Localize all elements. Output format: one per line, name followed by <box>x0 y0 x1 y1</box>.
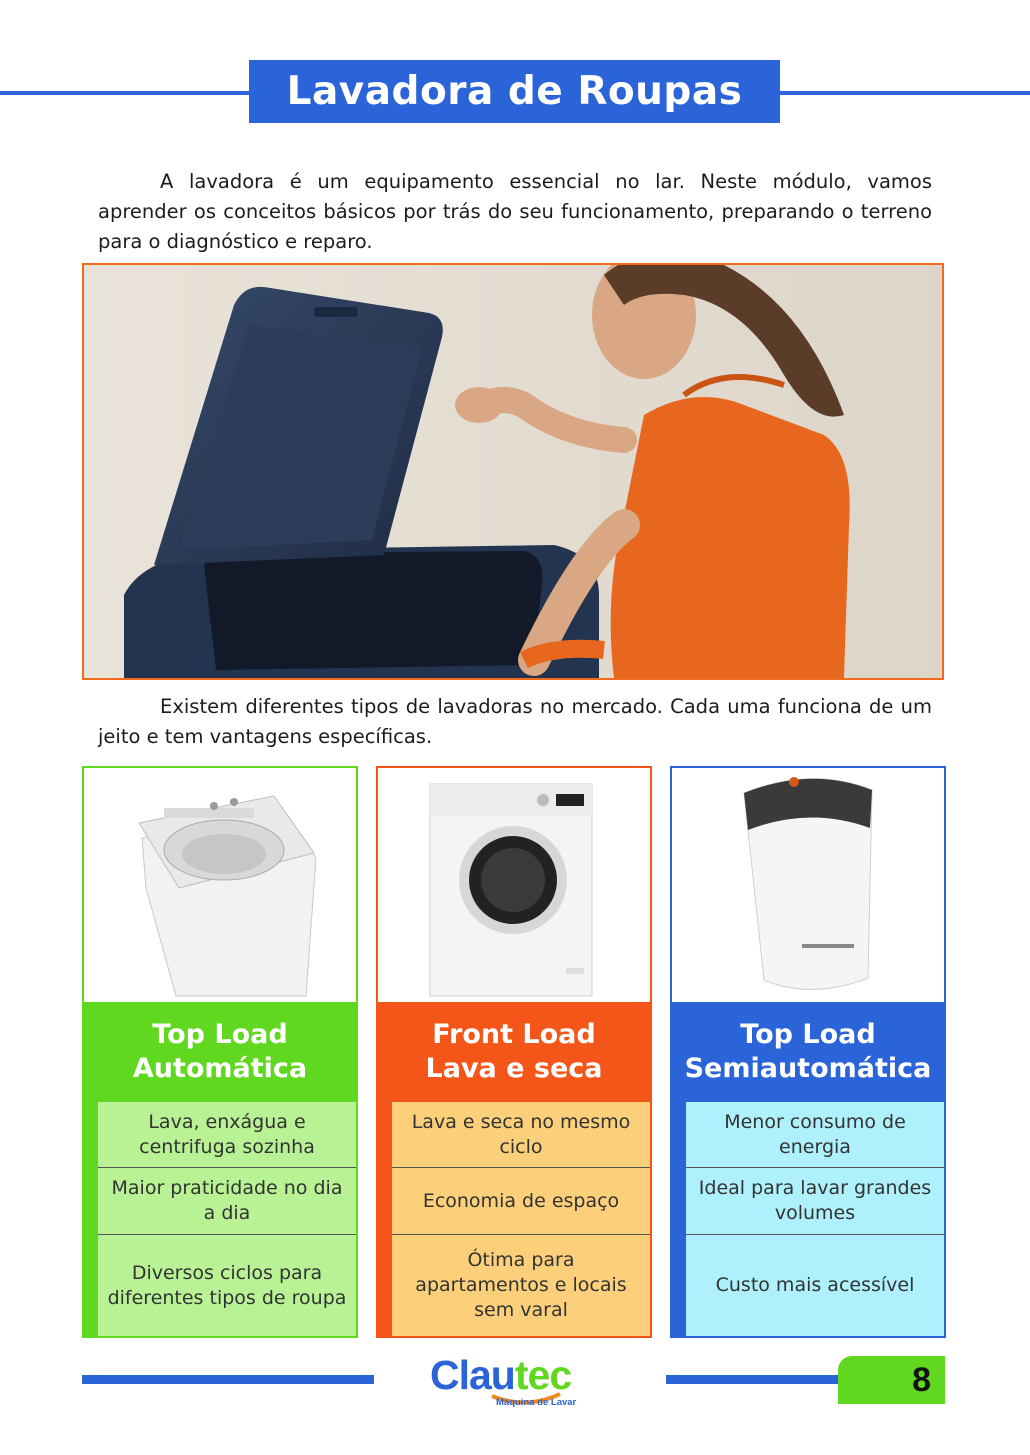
top-load-automatic-washer-image <box>84 768 356 1002</box>
hero-photo <box>82 263 944 680</box>
types-text: Existem diferentes tipos de lavadoras no mercado. Cada uma funciona de um jeito e tem vantagens específicas. <box>98 695 932 748</box>
intro-paragraph <box>98 167 932 257</box>
footer-rule-right <box>666 1375 838 1384</box>
intro-text: A lavadora é um equipamento essencial no lar. Neste módulo, vamos aprender os conceitos básicos por trás do seu funcionamento, preparando o terreno para o diagnóstico e reparo. <box>98 170 932 253</box>
title-rule-right <box>780 91 1030 95</box>
card-2-title <box>378 1002 650 1102</box>
types-paragraph <box>98 692 932 752</box>
card-1-feature-1: Lava, enxágua e centrifuga sozinha <box>98 1102 356 1167</box>
page-title: Lavadora de Roupas <box>249 60 780 123</box>
card-top-load-automatica <box>82 766 358 1338</box>
card-1-feature-2: Maior praticidade no dia a dia <box>98 1167 356 1234</box>
title-rule-left <box>0 91 249 95</box>
front-load-washer-image <box>378 768 650 1002</box>
card-1-title-line1: Top Load <box>152 1019 288 1050</box>
footer-rule-left <box>82 1375 374 1384</box>
card-top-load-semiautomatica <box>670 766 946 1338</box>
card-front-load-lava-e-seca <box>376 766 652 1338</box>
card-1-title-line2: Automática <box>132 1053 308 1084</box>
semiautomatic-washer-image <box>672 768 944 1002</box>
card-3-feature-1: Menor consumo de energia <box>686 1102 944 1167</box>
logo-part2: tec <box>514 1352 572 1398</box>
card-1-accent-bar <box>84 1102 98 1336</box>
card-2-feature-3: Ótima para apartamentos e locais sem varal <box>392 1234 650 1336</box>
card-1-feature-3: Diversos ciclos para diferentes tipos de roupa <box>98 1234 356 1336</box>
card-2-feature-2: Economia de espaço <box>392 1167 650 1234</box>
card-3-accent-bar <box>672 1102 686 1336</box>
card-2-title-line1: Front Load <box>432 1019 596 1050</box>
woman-opening-washer-illustration <box>84 265 942 678</box>
logo-subtitle: Máquina de Lavar <box>496 1397 577 1408</box>
card-2-feature-1: Lava e seca no mesmo ciclo <box>392 1102 650 1167</box>
card-3-title-line2: Semiautomática <box>684 1053 932 1084</box>
logo-part1: Clau <box>430 1352 515 1398</box>
clautec-logo <box>430 1352 620 1412</box>
card-2-accent-bar <box>378 1102 392 1336</box>
page-number: 8 <box>838 1356 945 1404</box>
card-3-feature-3: Custo mais acessível <box>686 1234 944 1336</box>
card-3-feature-2: Ideal para lavar grandes volumes <box>686 1167 944 1234</box>
card-2-title-line2: Lava e seca <box>425 1053 603 1084</box>
card-3-title-line1: Top Load <box>740 1019 876 1050</box>
card-3-title <box>672 1002 944 1102</box>
card-1-title <box>84 1002 356 1102</box>
